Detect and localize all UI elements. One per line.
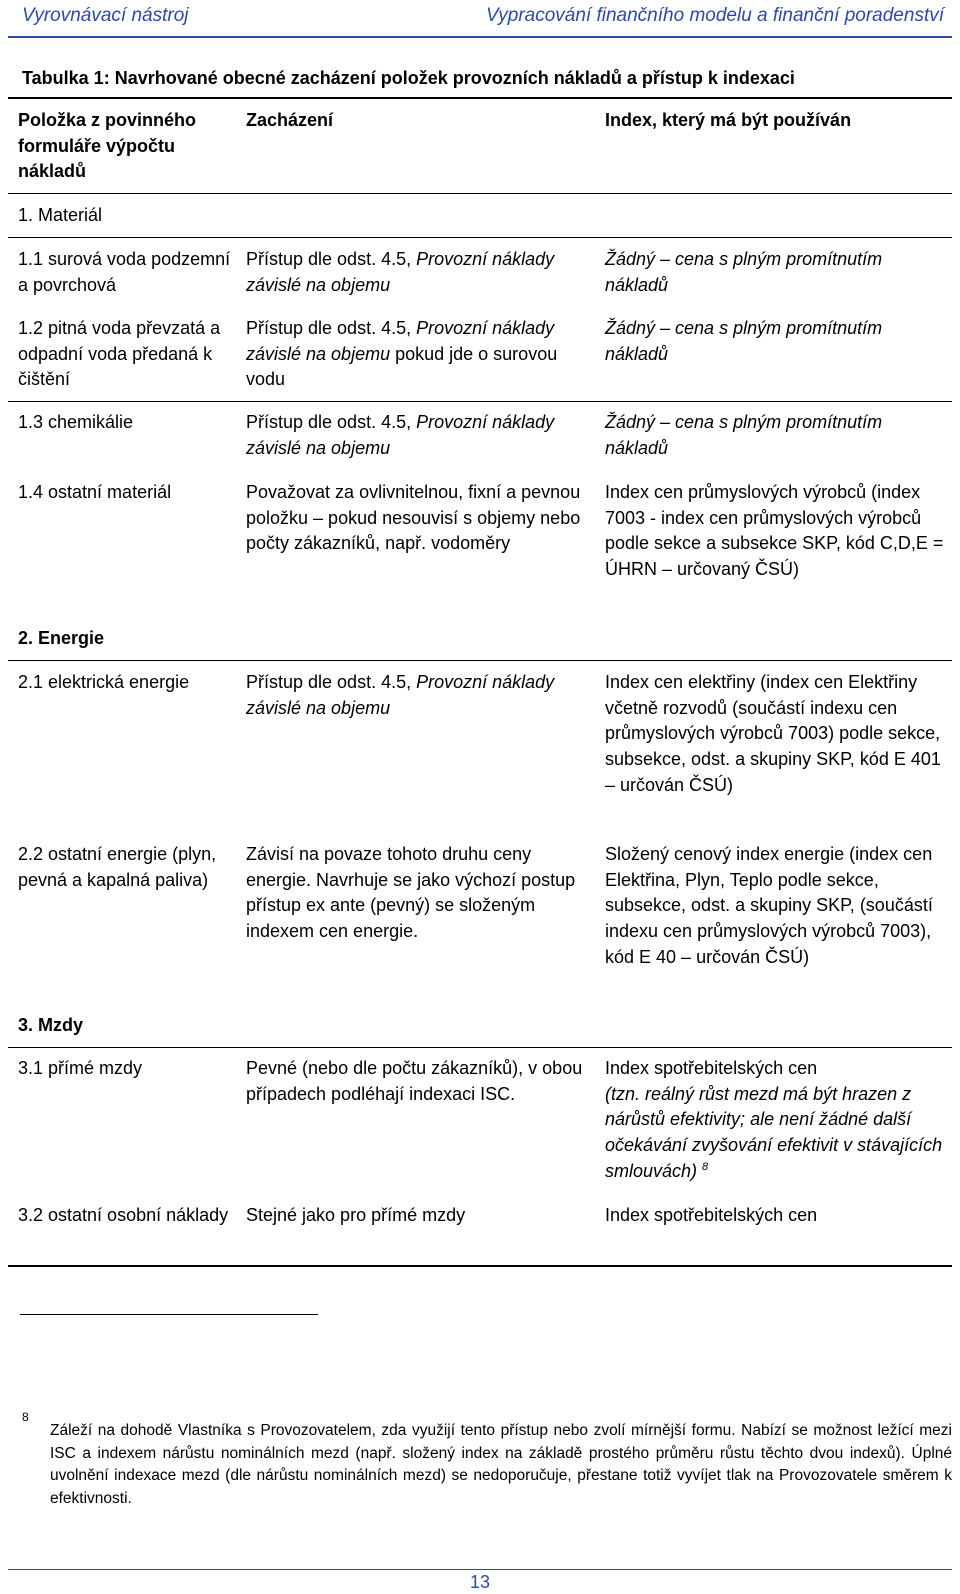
row-item-3-2: 3.2 ostatní osobní náklady	[18, 1205, 229, 1225]
row-index-1-2: Žádný – cena s plným promítnutím nákladů	[605, 318, 883, 364]
section-title-wages: 3. Mzdy	[18, 1015, 84, 1035]
row-treatment-1-2: Přístup dle odst. 4.5, Provozní náklady závislé na objemu pokud jde o surovou vodu	[246, 318, 558, 390]
row-rule	[8, 401, 952, 402]
footnote-separator	[20, 1314, 318, 1315]
row-treatment-3-2: Stejné jako pro přímé mzdy	[246, 1205, 466, 1225]
row-item-1-3: 1.3 chemikálie	[18, 412, 134, 432]
section-rule	[8, 1047, 952, 1048]
row-index-1-1: Žádný – cena s plným promítnutím nákladů	[605, 249, 883, 295]
section-title-material: 1. Materiál	[18, 205, 103, 225]
section-title-energy: 2. Energie	[18, 628, 105, 648]
row-item-1-2: 1.2 pitná voda převzatá a odpadní voda předaná k čištění	[18, 318, 221, 390]
footnote-reference: 8	[702, 1160, 709, 1173]
row-treatment-2-2: Závisí na povaze tohoto druhu ceny energie. Navrhuje se jako výchozí postup přístup ex ante (pevný) se složeným indexem cen energie.	[246, 844, 576, 942]
row-treatment-3-1: Pevné (nebo dle počtu zákazníků), v obou případech podléhají indexaci ISC.	[246, 1058, 583, 1104]
page-header	[8, 0, 952, 36]
row-item-1-1: 1.1 surová voda podzemní a povrchová	[18, 249, 231, 295]
footer-rule	[8, 1569, 952, 1570]
row-item-2-2: 2.2 ostatní energie (plyn, pevná a kapalná paliva)	[18, 844, 217, 890]
row-item-1-4: 1.4 ostatní materiál	[18, 482, 172, 502]
section-rule	[8, 660, 952, 661]
row-index-3-1: Index spotřebitelských cen (tzn. reálný růst mezd má být hrazen z nárůstů efektivity; ale není žádné další očekávání zvyšování efektivit v stávajících smlouvách) $^8$	[605, 1058, 943, 1181]
row-item-2-1: 2.1 elektrická energie	[18, 672, 190, 692]
row-treatment-1-1: Přístup dle odst. 4.5, Provozní náklady závislé na objemu	[246, 249, 555, 295]
row-index-1-3: Žádný – cena s plným promítnutím nákladů	[605, 412, 883, 458]
row-index-1-4: Index cen průmyslových výrobců (index 7003 - index cen průmyslových výrobců podle sekce a subsekce SKP, kód C,D,E = ÚHRN – určovaný ČSÚ)	[605, 482, 944, 580]
section-rule	[8, 237, 952, 238]
table-top-rule	[8, 97, 952, 99]
header-rule	[8, 36, 952, 38]
row-index-3-2: Index spotřebitelských cen	[605, 1205, 818, 1225]
footnote-mark: 8	[22, 1410, 29, 1424]
row-index-2-1: Index cen elektřiny (index cen Elektřiny včetně rozvodů (součástí indexu cen průmyslových výrobců 7003) podle sekce, subsekce, odst. a skupiny SKP, kód E 401 – určován ČSÚ)	[605, 672, 941, 795]
column-header-treatment: Zacházení	[246, 110, 334, 130]
row-treatment-2-1: Přístup dle odst. 4.5, Provozní náklady závislé na objemu	[246, 672, 555, 718]
row-item-3-1: 3.1 přímé mzdy	[18, 1058, 143, 1078]
row-treatment-1-3: Přístup dle odst. 4.5, Provozní náklady závislé na objemu	[246, 412, 555, 458]
footnote-text: Záleží na dohodě Vlastníka s Provozovatelem, zda využijí tento přístup nebo zvolí mírnější formu. Nabízí se možnost ležící mezi ISC a indexem nárůstu nominálních mezd (např. složený index na základě prostého průměru růstu těchto dvou indexů). Úplné uvolnění indexace mezd (dle nárůstu nominálních mezd) se nedoporučuje, přestane totiž vyvíjet tlak na Provozovatele směrem k efektivnosti.	[50, 1422, 952, 1507]
header-bottom-rule	[8, 193, 952, 194]
table-title: Tabulka 1: Navrhované obecné zacházení položek provozních nákladů a přístup k indexaci	[22, 68, 795, 88]
page-number: 13	[469, 1572, 491, 1592]
row-treatment-1-4: Považovat za ovlivnitelnou, fixní a pevnou položku – pokud nesouvisí s objemy nebo počty zákazníků, např. vodoměry	[246, 482, 581, 554]
row-index-2-2: Složený cenový index energie (index cen Elektřina, Plyn, Teplo podle sekce, subsekce, odst. a skupiny SKP, (součástí indexu cen průmyslových výrobců 7003), kód E 40 – určován ČSÚ)	[605, 844, 933, 967]
table-bottom-rule	[8, 1265, 952, 1267]
header-left-title: Vyrovnávací nástroj	[22, 5, 189, 26]
column-header-item: Položka z povinného formuláře výpočtu nákladů	[18, 110, 197, 182]
header-right-title: Vypracování finančního modelu a finanční poradenství	[485, 5, 944, 26]
column-header-index: Index, který má být používán	[605, 110, 852, 130]
